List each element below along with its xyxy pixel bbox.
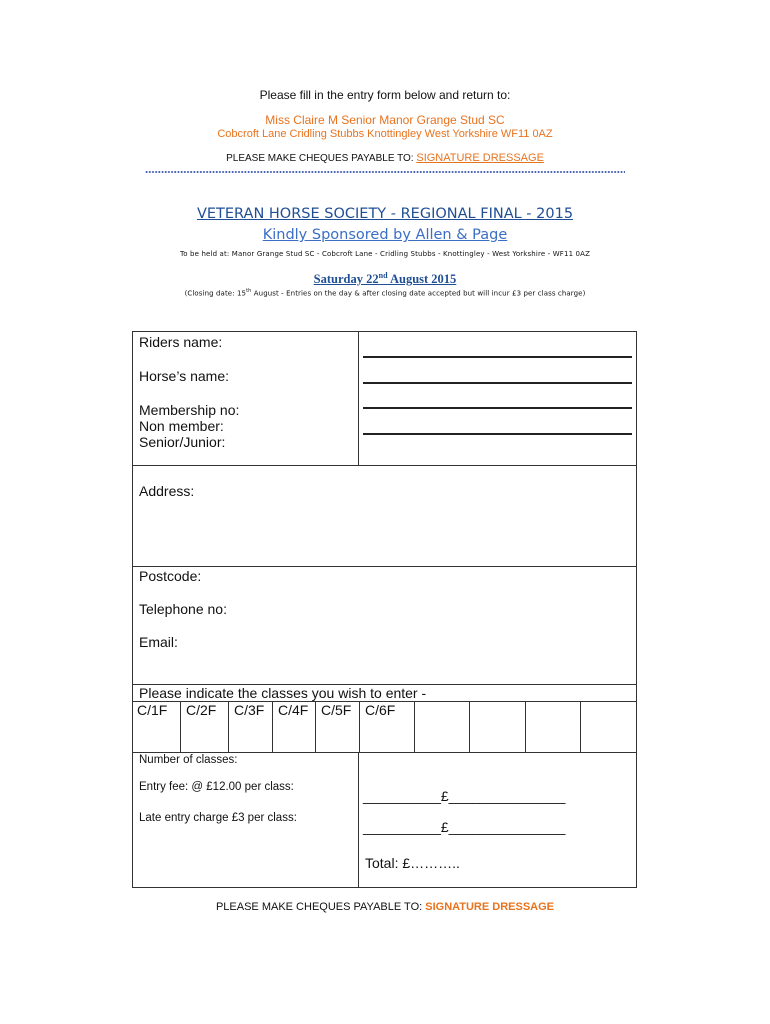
contact-name: Miss Claire M Senior Manor Grange Stud SC [265,113,505,127]
horses-name-label: Horse’s name: [139,368,230,384]
contact-address: Cobcroft Lane Cridling Stubbs Knottingley West Yorkshire WF11 0AZ [217,128,553,140]
late-entry-label: Late entry charge £3 per class: [139,812,297,824]
venue-line: To be held at: Manor Grange Stud SC - Cobcroft Lane - Cridling Stubbs - Knottingley - West Yorkshire - WF11 0AZ [179,250,591,258]
riders-name-label: Riders name: [139,334,223,350]
email-label: Email: [139,634,178,650]
footer-cheque-prefix: PLEASE MAKE CHEQUES PAYABLE TO: [215,901,426,913]
fees-column-divider [358,752,359,888]
closing-date-note: (Closing date: 15th August - Entries on the day & after closing date accepted but will incur £3 per class charge) [184,288,586,298]
cheque-payee-link: SIGNATURE DRESSAGE [416,152,544,164]
class-cell[interactable] [415,701,470,752]
number-of-classes-label: Number of classes: [139,754,238,766]
cheque-prefix: PLEASE MAKE CHEQUES PAYABLE TO: [226,153,414,164]
class-cell[interactable]: C/4F [273,701,316,752]
entry-fee-label: Entry fee: @ £12.00 per class: [139,781,294,793]
address-label: Address: [139,483,195,499]
horses-name-field[interactable] [363,382,632,384]
cheque-instruction-bottom [0,901,770,913]
riders-name-field[interactable] [363,356,632,358]
intro-text: Please fill in the entry form below and return to: [259,88,511,102]
footer-cheque-payee: SIGNATURE DRESSAGE [425,901,555,913]
class-cell[interactable]: C/3F [229,701,273,752]
address-section[interactable] [132,465,637,567]
cheque-instruction-top [0,152,770,164]
postcode-label: Postcode: [139,568,202,584]
event-title: VETERAN HORSE SOCIETY - REGIONAL FINAL - 2015 [196,206,574,222]
class-cell[interactable]: C/2F [181,701,229,752]
late-fee-field[interactable]: __________£_______________ [363,819,566,835]
total-field[interactable]: Total: £……….. [365,855,460,871]
senior-junior-label: Senior/Junior: [139,434,226,450]
dotted-divider [145,170,625,174]
class-cell[interactable] [470,701,526,752]
class-cell[interactable]: C/5F [316,701,360,752]
sponsor-line: Kindly Sponsored by Allen & Page [262,227,508,243]
column-divider [358,331,359,466]
class-cell[interactable]: C/6F [360,701,415,752]
non-member-label: Non member: [139,418,224,434]
member-status-field[interactable] [363,433,632,435]
membership-field[interactable] [363,407,632,409]
class-cell[interactable]: C/1F [132,701,181,752]
telephone-label: Telephone no: [139,601,227,617]
entry-fee-field[interactable]: __________£_______________ [363,788,566,804]
classes-heading: Please indicate the classes you wish to enter - [139,685,427,701]
membership-label: Membership no: [139,402,240,418]
class-cell[interactable] [581,701,637,752]
event-date: Saturday 22nd August 2015 [313,271,457,287]
class-cell[interactable] [526,701,581,752]
contact-section [132,566,637,685]
